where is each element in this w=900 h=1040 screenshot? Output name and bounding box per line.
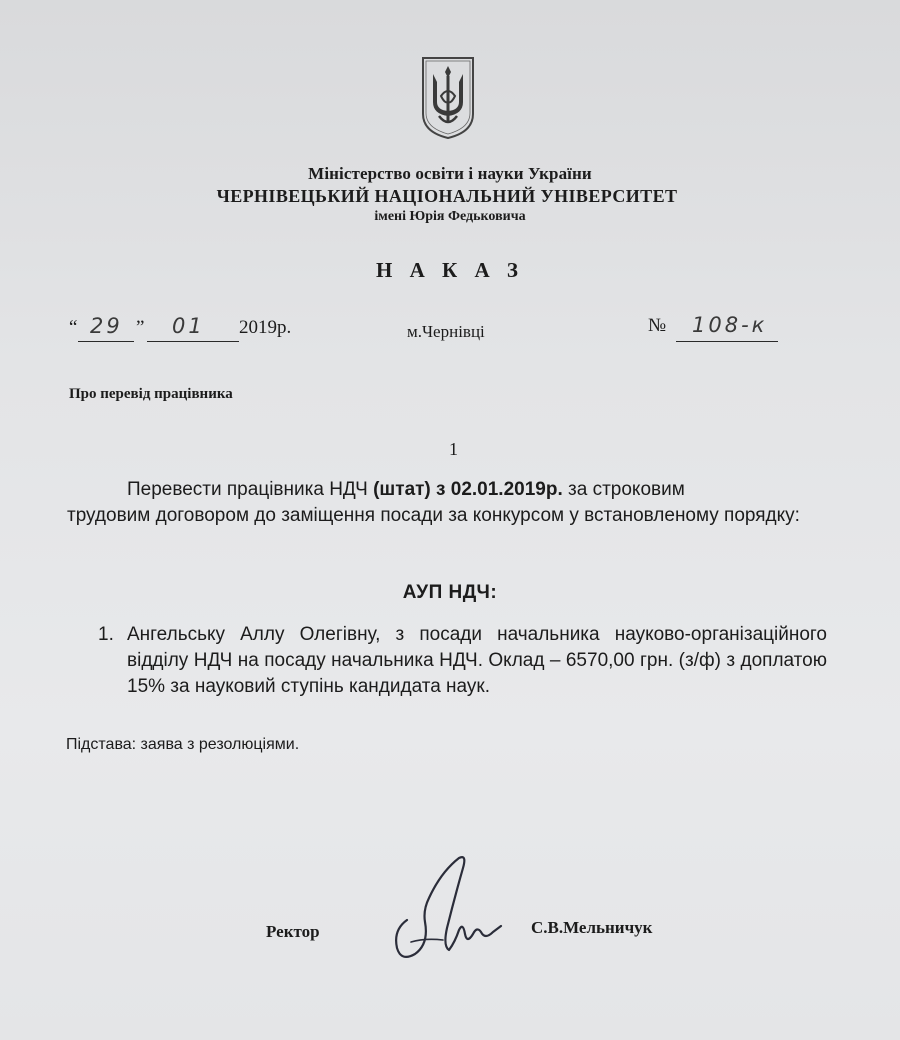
body-text-bold: (штат) з 02.01.2019р. [373,479,563,500]
body-text-c: за строковим [568,479,685,500]
date-month: 01 [172,314,205,338]
university-name: ЧЕРНІВЕЦЬКИЙ НАЦІОНАЛЬНИЙ УНІВЕРСИТЕТ [216,186,678,206]
section-title: АУП НДЧ: [402,582,498,603]
body-text-a: Перевести працівника НДЧ [127,479,368,500]
paragraph-number: 1 [449,439,458,459]
number-underline [676,341,778,342]
number-sign: № [648,315,667,336]
signatory-name: С.В.Мельничук [531,918,653,937]
month-underline [147,341,239,342]
list-item-number: 1. [98,624,114,645]
body-text-rest: трудовим договором до заміщення посади за конкурсом у встановленому порядку: [67,505,800,526]
order-subject: Про перевід працівника [69,386,233,402]
ministry-name: Міністерство освіти і науки України [308,164,592,183]
order-number: 108-к [692,313,768,337]
document-title: Н А К А З [376,258,524,282]
university-named-after: імені Юрія Федьковича [374,209,526,224]
body-line-1 [67,477,827,503]
date-year: 2019р. [239,317,292,338]
trident-coat-of-arms-icon [421,56,475,140]
day-underline [78,341,134,342]
list-item-text: Ангельську Аллу Олегівну, з посади начальника науково-організаційного відділу НДЧ на посаду начальника НДЧ. Оклад – 6570,00 грн. (з/ф) з доплатою 15% за науковий ступінь кандидата наук. [127,624,827,697]
signatory-role: Ректор [266,922,320,941]
date-close-quote: ” [136,317,145,338]
city: м.Чернівці [407,322,485,341]
date-day: 29 [90,314,123,338]
date-open-quote: “ [69,317,78,338]
order-body [67,477,827,529]
order-basis: Підстава: заява з резолюціями. [66,736,300,753]
handwritten-signature [385,850,505,980]
